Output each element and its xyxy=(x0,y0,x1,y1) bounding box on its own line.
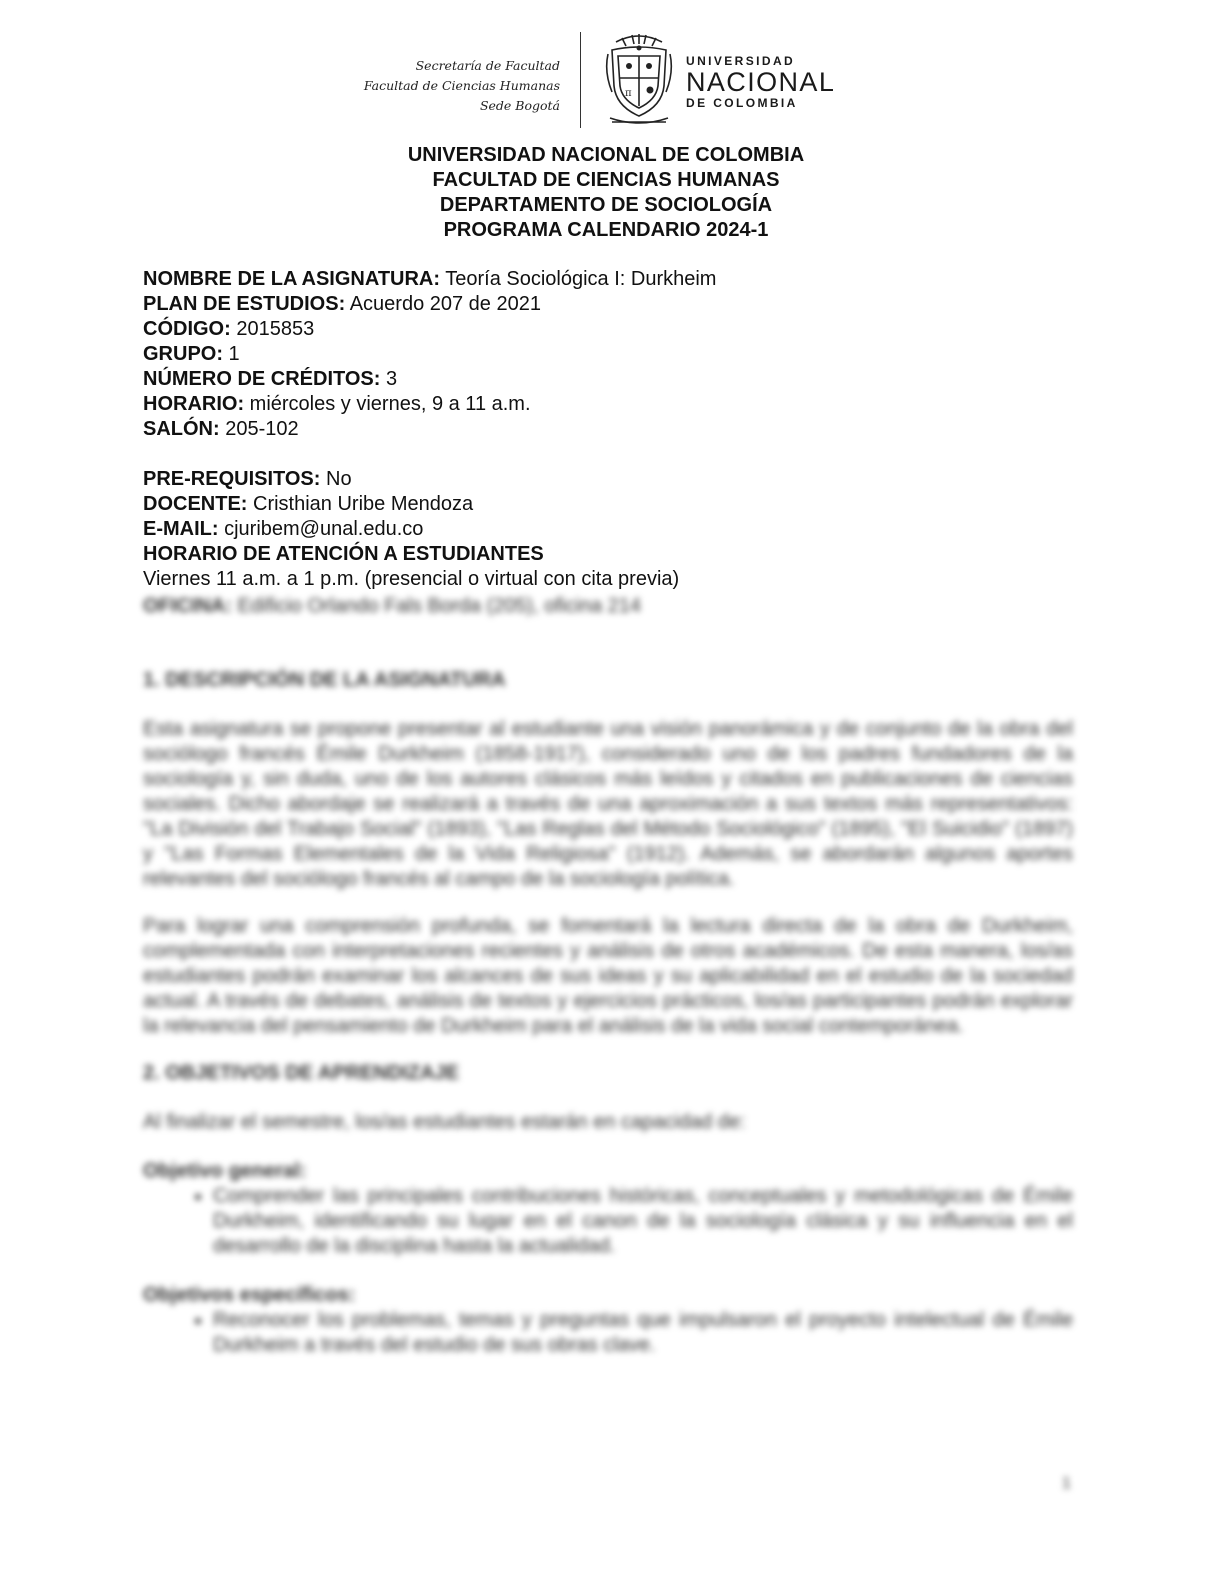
office-hours-heading xyxy=(143,542,1083,567)
office-hours-label: HORARIO DE ATENCIÓN A ESTUDIANTES xyxy=(143,543,544,565)
wordmark-line2: NACIONAL xyxy=(686,67,836,97)
document-header xyxy=(0,143,1212,243)
classroom-row xyxy=(143,417,1083,442)
teacher-label: DOCENTE: xyxy=(143,493,248,515)
svg-text:π: π xyxy=(625,88,632,99)
specific-objectives-title: Objetivos específicos: xyxy=(143,1284,356,1306)
course-info xyxy=(143,267,1083,592)
section2-title: 2. OBJETIVOS DE APRENDIZAJE xyxy=(143,1062,459,1084)
prerequisites-label: PRE-REQUISITOS: xyxy=(143,468,321,490)
study-plan-row xyxy=(143,292,1083,317)
letterhead xyxy=(363,30,850,130)
classroom-value: 205-102 xyxy=(219,418,299,440)
general-objective-item: • Comprender las principales contribuciones históricas, conceptuales y metodológicas de Émile Durkheim, identificando su lugar en el canon de la sociología clásica y su influencia en el desarrollo de la disciplina hasta la actualidad. xyxy=(213,1184,1073,1259)
teacher-value: Cristhian Uribe Mendoza xyxy=(247,493,474,515)
credits-label: NÚMERO DE CRÉDITOS: xyxy=(143,368,381,390)
university-wordmark xyxy=(686,54,835,110)
office-value: Edificio Orlando Fals Borda (205), oficina 214 xyxy=(231,595,641,617)
prerequisites-value: No xyxy=(320,468,352,490)
group-value: 1 xyxy=(223,343,240,365)
schedule-label: HORARIO: xyxy=(143,393,245,415)
classroom-label: SALÓN: xyxy=(143,418,220,440)
group-row xyxy=(143,342,1083,367)
section1-title: 1. DESCRIPCIÓN DE LA ASIGNATURA xyxy=(143,669,506,691)
secretaria-line: Secretaría de Facultad xyxy=(415,58,560,73)
university-seal-icon xyxy=(602,32,676,128)
syllabus-body xyxy=(143,668,1073,1358)
credits-row xyxy=(143,367,1083,392)
header-program: PROGRAMA CALENDARIO 2024-1 xyxy=(443,219,769,241)
teacher-row xyxy=(143,492,1083,517)
section1-paragraph1: Esta asignatura se propone presentar al estudiante una visión panorámica y de conjunto de la obra del sociólogo francés Émile Durkheim (1858-1917), considerado uno de los padres fundadores de la sociología y, sin duda, uno de los autores clásicos más leídos y citados en publicaciones de ciencias sociales. Dicho abordaje se realizará a través de una aproximación a sus textos más representativos: "La División del Trabajo Social" (1893), "Las Reglas del Método Sociológico" (1895), "El Suicidio" (1897) y "Las Formas Elementales de la Vida Religiosa" (1912). Además, se abordarán algunos aportes relevantes del sociólogo francés al campo de la sociología política. xyxy=(143,718,1073,890)
header-university: UNIVERSIDAD NACIONAL DE COLOMBIA xyxy=(407,144,805,166)
facultad-line: Facultad de Ciencias Humanas xyxy=(363,78,560,93)
study-plan-value: Acuerdo 207 de 2021 xyxy=(345,293,541,315)
credits-value: 3 xyxy=(380,368,398,390)
sede-line: Sede Bogotá xyxy=(479,98,560,113)
spacer xyxy=(143,442,1083,467)
email-value: cjuribem@unal.edu.co xyxy=(218,518,424,540)
course-code-label: CÓDIGO: xyxy=(143,318,231,340)
section1-paragraph2: Para lograr una comprensión profunda, se fomentará la lectura directa de la obra de Durkheim, complementada con interpretaciones recientes y análisis de otros académicos. De esta manera, los/as estudiantes podrán examinar los alcances de sus ideas y su aplicabilidad en el estudio de la sociedad actual. A través de debates, análisis de textos y ejercicios prácticos, los/as participantes podrán explorar la relevancia del pensamiento de Durkheim para el análisis de la vida social contemporánea. xyxy=(143,915,1073,1037)
letterhead-divider xyxy=(580,32,581,128)
specific-objectives-list xyxy=(143,1308,1073,1358)
general-objective-title: Objetivo general: xyxy=(143,1160,307,1182)
course-code-row xyxy=(143,317,1083,342)
email-row xyxy=(143,517,1083,542)
faculty-office-text xyxy=(360,56,560,116)
office-row xyxy=(143,594,641,619)
specific-objective-item: • Reconocer los problemas, temas y preguntas que impulsaron el proyecto intelectual de Émile Durkheim a través del estudio de sus obras clave. xyxy=(213,1308,1073,1358)
header-faculty: FACULTAD DE CIENCIAS HUMANAS xyxy=(432,169,780,191)
course-name-value: Teoría Sociológica I: Durkheim xyxy=(440,268,717,290)
group-label: GRUPO: xyxy=(143,343,223,365)
wordmark-line3: DE COLOMBIA xyxy=(686,96,798,110)
office-hours-value: Viernes 11 a.m. a 1 p.m. (presencial o virtual con cita previa) xyxy=(143,568,680,590)
course-name-label: NOMBRE DE LA ASIGNATURA: xyxy=(143,268,441,290)
header-department: DEPARTAMENTO DE SOCIOLOGÍA xyxy=(439,194,773,216)
page-number: 1 xyxy=(1062,1475,1071,1492)
course-code-value: 2015853 xyxy=(230,318,315,340)
wordmark-line1: UNIVERSIDAD xyxy=(686,54,796,68)
course-name-row xyxy=(143,267,1083,292)
schedule-row xyxy=(143,392,1083,417)
office-label: OFICINA: xyxy=(143,595,232,617)
study-plan-label: PLAN DE ESTUDIOS: xyxy=(143,293,346,315)
prerequisites-row xyxy=(143,467,1083,492)
section2-intro: Al finalizar el semestre, los/as estudiantes estarán en capacidad de: xyxy=(143,1111,746,1133)
general-objective-list xyxy=(143,1184,1073,1259)
schedule-value: miércoles y viernes, 9 a 11 a.m. xyxy=(244,393,531,415)
email-label: E-MAIL: xyxy=(143,518,219,540)
